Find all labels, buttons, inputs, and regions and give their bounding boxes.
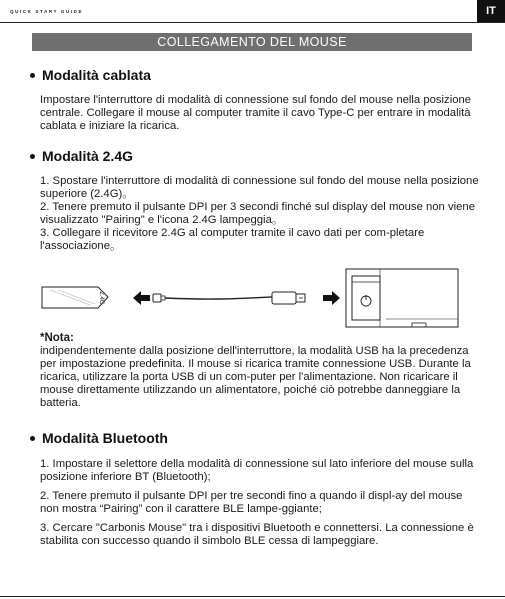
arrow-left-icon [133, 291, 150, 305]
bullet-icon [30, 73, 35, 78]
bluetooth-step-3: 3. Cercare "Carbonis Mouse" tra i dispositivi Bluetooth e connettersi. La connessione è stabilita con successo quando il simbolo BLE cessa di lampeggiare. [40, 522, 474, 547]
mode24-title: Modalità 2.4G [42, 148, 134, 164]
bluetooth-step-2: 2. Tenere premuto il pulsante DPI per tre secondi fino a quando il displ-ay del mouse non mostra “Pairing” con il carattere BLE lampe-ggiante; [40, 490, 463, 515]
mode24-step-1: 1. Spostare l'interruttore di modalità di connessione sul fondo del mouse nella posizione superiore (2.4G)。 [40, 175, 479, 200]
receiver-label: 2.4G [98, 291, 104, 305]
wired-title: Modalità cablata [42, 67, 151, 83]
note-paragraph [40, 345, 480, 410]
language-badge: IT [477, 0, 505, 22]
connection-illustration [40, 267, 465, 331]
bluetooth-title: Modalità Bluetooth [42, 430, 168, 446]
guide-label: QUICK START GUIDE [10, 9, 84, 14]
usb-cable-icon [153, 292, 305, 304]
bullet-icon [30, 436, 35, 441]
mode24-step-3: 3. Collegare il ricevitore 2.4G al computer tramite il cavo dati per com-pletare l'associazione。 [40, 227, 425, 252]
bottom-divider [0, 596, 505, 597]
note-label: *Nota: [40, 332, 74, 344]
mode24-step-2: 2. Tenere premuto il pulsante DPI per 3 secondi finché sul display del mouse non viene visualizzato "Pairing" e l'icona 2.4G lampeggia。 [40, 201, 475, 226]
mode24-heading [30, 148, 133, 164]
bluetooth-heading [30, 430, 168, 446]
top-divider [0, 22, 505, 23]
bluetooth-paragraph [40, 458, 480, 548]
wired-heading [30, 67, 151, 83]
mode24-paragraph [40, 175, 480, 253]
arrow-right-icon [323, 291, 340, 305]
section-title: COLLEGAMENTO DEL MOUSE [32, 33, 472, 51]
wired-text: Impostare l'interruttore di modalità di connessione sul fondo del mouse nella posizione centrale. Collegare il mouse al computer tramite il cavo Type-C per entrare in modalità cablata e iniziare la ricarica. [40, 94, 472, 132]
bullet-icon [30, 154, 35, 159]
receiver-icon [42, 287, 108, 308]
computer-icon [346, 269, 458, 327]
wired-paragraph [40, 94, 480, 133]
note-text: indipendentemente dalla posizione dell'interruttore, la modalità USB ha la precedenza per impostazione predefinita. Il mouse si ricarica tramite connessione USB. Durante la ricarica, utilizzare la porta USB di un com-puter per l'alimentazione. Non ricaricare il mouse direttamente utilizzando un alimentatore, poiché ciò potrebbe danneggiare la batteria. [40, 345, 471, 409]
bluetooth-step-1: 1. Impostare il selettore della modalità di connessione sul lato inferiore del mouse sulla posizione inferiore BT (Bluetooth); [40, 458, 474, 483]
